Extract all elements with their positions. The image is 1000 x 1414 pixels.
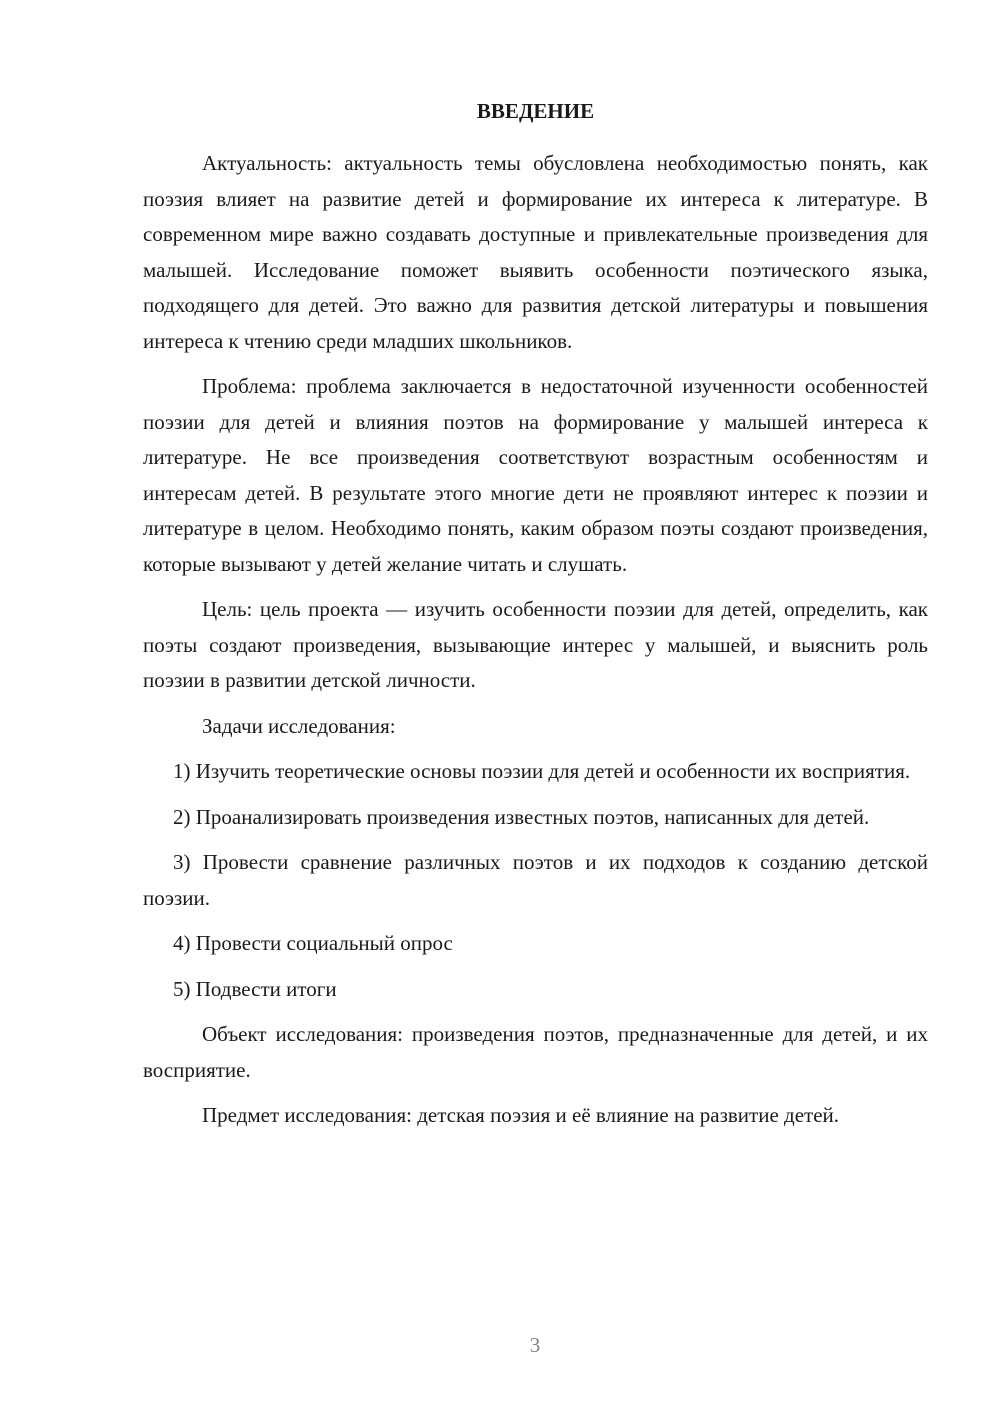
task-item-1: 1) Изучить теоретические основы поэзии для детей и особенности их восприятия. [173,759,911,783]
task-item-4: 4) Провести социальный опрос [173,931,453,955]
task-item-3: 3) Провести сравнение различных поэтов и их подходов к созданию детской поэзии. [143,850,928,910]
problem-paragraph: Проблема: проблема заключается в недостаточной изученности особенностей поэзии для детей и влияния поэтов на формирование у малышей интереса к литературе. Не все произведения соответствуют возрастным особенностям и интересам детей. В результате этого многие дети не проявляют интерес к поэзии и литературе в целом. Необходимо понять, каким образом поэты создают произведения, которые вызывают у детей желание читать и слушать. [143,374,928,576]
goal-paragraph: Цель: цель проекта — изучить особенности поэзии для детей, определить, как поэты создают произведения, вызывающие интерес у малышей, и выяснить роль поэзии в развитии детской личности. [143,597,928,692]
task-item-2: 2) Проанализировать произведения известных поэтов, написанных для детей. [173,804,870,829]
task-item-5: 5) Подвести итоги [173,976,337,1001]
relevance-paragraph: Актуальность: актуальность темы обусловлена необходимостью понять, как поэзия влияет на развитие детей и формирование их интереса к литературе. В современном мире важно создавать доступные и привлекательные произведения для малышей. Исследование поможет выявить особенности поэтического языка, подходящего для детей. Это важно для развития детской литературы и повышения интереса к чтению среди младших школьников. [143,151,928,353]
tasks-heading: Задачи исследования: [202,713,396,738]
subject-paragraph: Предмет исследования: детская поэзия и её влияние на развитие детей. [202,1103,840,1127]
document-page [143,96,928,1144]
object-paragraph: Объект исследования: произведения поэтов, предназначенные для детей, и их восприятие. [143,1022,928,1082]
page-number: 3 [529,1333,541,1357]
page-title: ВВЕДЕНИЕ [476,99,595,123]
